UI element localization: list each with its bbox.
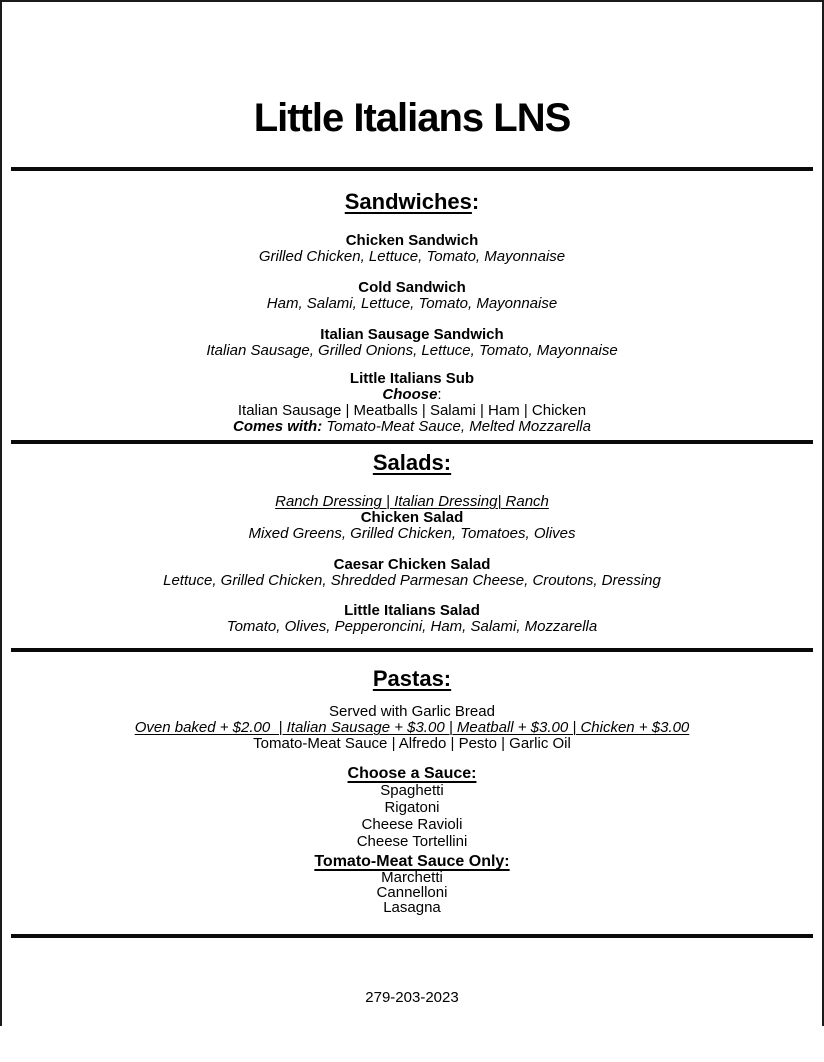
section-heading-sandwiches-colon: : — [471, 189, 480, 214]
menu-item-chicken-sandwich — [0, 233, 824, 265]
choose-sauce-list — [0, 782, 824, 850]
choose-colon: : — [437, 386, 442, 403]
menu-item-name: Chicken Salad — [360, 509, 464, 526]
section-divider — [11, 934, 813, 938]
pasta-list-item: Spaghetti — [380, 782, 444, 799]
menu-item-name: Italian Sausage Sandwich — [320, 326, 504, 343]
section-heading-pastas — [0, 667, 824, 691]
section-divider — [11, 167, 813, 171]
pasta-sauces-line: Tomato-Meat Sauce | Alfredo | Pesto | Garlic Oil — [253, 735, 571, 752]
menu-item-description: Mixed Greens, Grilled Chicken, Tomatoes, Olives — [248, 525, 576, 542]
section-heading-sandwiches — [0, 190, 824, 214]
menu-item-description: Grilled Chicken, Lettuce, Tomato, Mayonnaise — [258, 248, 566, 265]
page-title: Little Italians LNS — [253, 96, 571, 140]
phone-number: 279-203-2023 — [365, 989, 459, 1006]
menu-item-name: Cold Sandwich — [358, 279, 466, 296]
pasta-list-item: Rigatoni — [384, 799, 440, 816]
menu-item-name: Little Italians Sub — [349, 370, 475, 387]
section-divider — [11, 648, 813, 652]
menu-item-italian-sausage-sandwich — [0, 327, 824, 359]
menu-item-chicken-salad — [0, 510, 824, 542]
comes-with-label: Comes with: — [233, 418, 323, 435]
menu-item-name: Caesar Chicken Salad — [333, 556, 491, 573]
menu-item-description: Tomato, Olives, Pepperoncini, Ham, Salami, Mozzarella — [226, 618, 598, 635]
pasta-list-item: Cheese Ravioli — [361, 816, 463, 833]
choose-label: Choose — [382, 386, 438, 403]
menu-item-name: Little Italians Salad — [344, 602, 480, 619]
menu-item-comes-with-line — [0, 419, 824, 435]
pasta-list-item: Marchetti — [381, 869, 443, 886]
pasta-list-item: Lasagna — [383, 899, 441, 916]
pasta-note: Served with Garlic Bread — [329, 703, 495, 720]
menu-item-description: Italian Sausage, Grilled Onions, Lettuce, Tomato, Mayonnaise — [206, 342, 618, 359]
menu-item-caesar-chicken-salad — [0, 557, 824, 589]
choose-sauce-heading-text: Choose a Sauce: — [347, 765, 477, 782]
menu-item-little-italians-sub — [0, 371, 824, 435]
menu-item-little-italians-salad — [0, 603, 824, 635]
menu-item-options: Italian Sausage | Meatballs | Salami | Ham | Chicken — [237, 402, 587, 419]
pasta-list-item: Cheese Tortellini — [356, 833, 468, 850]
pasta-addons-line: Oven baked + $2.00 | Italian Sausage + $3.00 | Meatball + $3.00 | Chicken + $3.00 — [134, 719, 690, 736]
menu-item-description: Ham, Salami, Lettuce, Tomato, Mayonnaise — [266, 295, 558, 312]
section-heading-pastas-text: Pastas: — [372, 666, 452, 691]
section-heading-salads — [0, 451, 824, 475]
section-salads — [0, 451, 824, 635]
menu-item-name: Chicken Sandwich — [345, 232, 479, 249]
menu-item-cold-sandwich — [0, 280, 824, 312]
tomato-only-list — [0, 870, 824, 915]
menu-item-description: Lettuce, Grilled Chicken, Shredded Parmesan Cheese, Croutons, Dressing — [163, 572, 661, 589]
menu-item-choose-line — [0, 387, 824, 403]
section-divider — [11, 440, 813, 444]
comes-with-text: Tomato-Meat Sauce, Melted Mozzarella — [322, 418, 591, 435]
section-heading-sandwiches-text: Sandwiches — [344, 189, 472, 214]
section-heading-salads-text: Salads: — [372, 450, 452, 475]
section-sandwiches — [0, 190, 824, 435]
pasta-intro-block — [0, 704, 824, 752]
section-pastas — [0, 667, 824, 915]
tomato-only-heading-text: Tomato-Meat Sauce Only: — [314, 853, 510, 870]
tomato-only-heading — [0, 853, 824, 870]
choose-sauce-heading — [0, 765, 824, 782]
pasta-list-item: Cannelloni — [376, 884, 448, 901]
salad-dressings-line: Ranch Dressing | Italian Dressing| Ranch — [275, 493, 549, 510]
